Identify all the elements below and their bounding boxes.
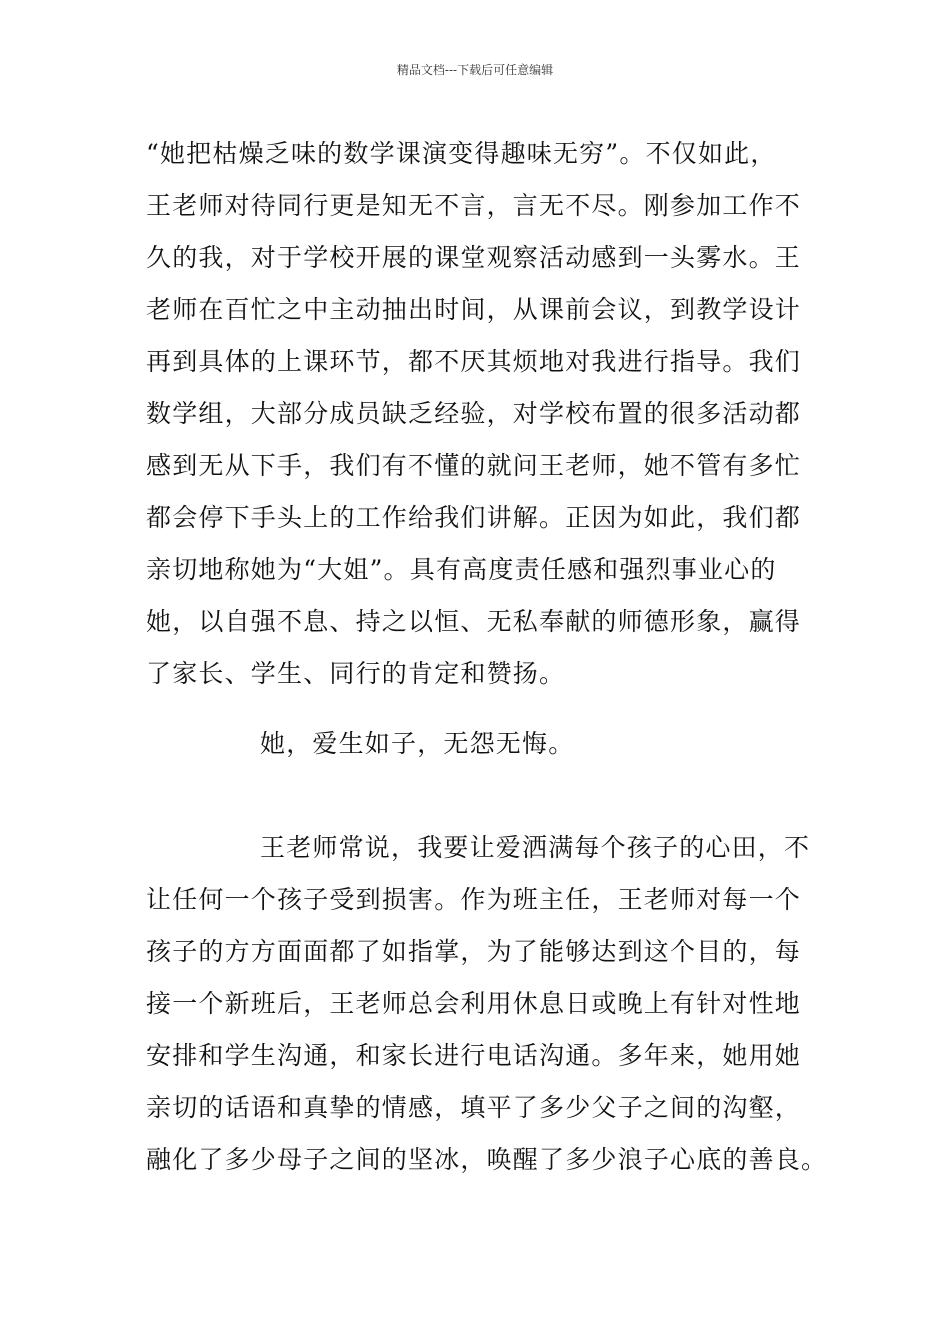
text-line: 她，以自强不息、持之以恒、无私奉献的师德形象，赢得 (146, 607, 802, 636)
subheading-line: 她，爱生如子，无怨无悔。 (260, 729, 575, 758)
text-line: 王老师常说，我要让爱洒满每个孩子的心田，不 (260, 833, 811, 862)
section-subheading (146, 718, 810, 770)
text-line: 王老师对待同行更是知无不言，言无不尽。刚参加工作不 (146, 191, 802, 220)
text-line: 老师在百忙之中主动抽出时间，从课前会议，到教学设计 (146, 295, 802, 324)
text-line: 让任何一个孩子受到损害。作为班主任，王老师对每一个 (146, 885, 802, 914)
text-line: 都会停下手头上的工作给我们讲解。正因为如此，我们都 (146, 503, 802, 532)
paragraph-love-students (146, 822, 828, 1186)
text-line: 了家长、学生、同行的肯定和赞扬。 (146, 659, 566, 688)
text-line: 安排和学生沟通，和家长进行电话沟通。多年来，她用她 (146, 1041, 802, 1070)
text-line: 亲切地称她为“大姐”。具有高度责任感和强烈事业心的 (146, 555, 777, 584)
text-line: 融化了多少母子之间的坚冰，唤醒了多少浪子心底的善良。 (146, 1145, 828, 1174)
text-line: 感到无从下手，我们有不懂的就问王老师，她不管有多忙 (146, 451, 802, 480)
page-header: 精品文档---下载后可任意编辑 (396, 63, 554, 77)
text-line: 再到具体的上课环节，都不厌其烦地对我进行指导。我们 (146, 347, 802, 376)
text-line: 数学组，大部分成员缺乏经验，对学校布置的很多活动都 (146, 399, 802, 428)
text-line: 久的我，对于学校开展的课堂观察活动感到一头雾水。王 (146, 243, 802, 272)
text-line: 亲切的话语和真挚的情感，填平了多少父子之间的沟壑， (146, 1093, 802, 1122)
paragraph-teacher-guidance (146, 128, 810, 700)
text-line: “她把枯燥乏味的数学课演变得趣味无穷”。不仅如此， (146, 139, 777, 168)
text-line: 孩子的方方面面都了如指掌，为了能够达到这个目的，每 (146, 937, 802, 966)
text-line: 接一个新班后，王老师总会利用休息日或晚上有针对性地 (146, 989, 802, 1018)
